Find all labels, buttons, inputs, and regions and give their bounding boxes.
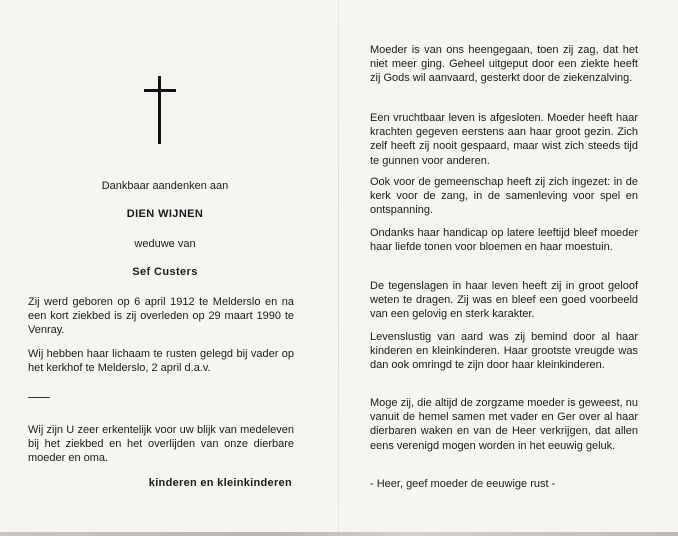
thanks-paragraph: Wij zijn U zeer erkentelijk voor uw blijk van medeleven bij het ziekbed en het overlijden van onze dierbare moeder en oma. — [28, 424, 294, 465]
deceased-name: DIEN WIJNEN — [126, 208, 204, 220]
card-fold — [338, 0, 339, 536]
cross-icon — [144, 76, 176, 144]
birth-death-paragraph: Zij werd geboren op 6 april 1912 te Melderslo en na een kort ziekbed is zij overleden op 29 maart 1990 te Venray. — [28, 296, 294, 337]
paragraph-3: Ook voor de gemeenschap heeft zij zich ingezet: in de kerk voor de zang, in de samenleving voor spel en ontspanning. — [370, 176, 638, 217]
burial-paragraph: Wij hebben haar lichaam te rusten gelegd bij vader op het kerkhof te Melderslo, 2 april d.a.v. — [28, 348, 294, 375]
remembrance-heading: Dankbaar aandenken aan — [101, 180, 229, 192]
paragraph-6: Levenslustig van aard was zij bemind door al haar kinderen en kleinkinderen. Haar grootste vreugde was dan ook omringd te zijn door haar kleinkinderen. — [370, 331, 638, 372]
signoff: kinderen en kleinkinderen — [148, 477, 292, 489]
paragraph-1: Moeder is van ons heengegaan, toen zij zag, dat het niet meer ging. Geheel uitgeput door een ziekte heeft zij Gods wil aanvaard, gesterkt door de ziekenzalving. — [370, 44, 638, 85]
paragraph-4: Ondanks haar handicap op latere leeftijd bleef moeder haar liefde tonen voor bloemen en haar moestuin. — [370, 227, 638, 254]
paragraph-7: Moge zij, die altijd de zorgzame moeder is geweest, nu vanuit de hemel samen met vader en Ger over al haar dierbaren waken en van de Heer verkrijgen, dat allen eens verenigd mogen worden in het eeuwig geluk. — [370, 397, 638, 452]
paragraph-2: Een vruchtbaar leven is afgesloten. Moeder heeft haar krachten gegeven eerstens aan haar groot gezin. Zich zelf heeft zij nooit gespaard, maar wist zich steeds tijd te gunnen voor anderen. — [370, 112, 638, 167]
closing-prayer: - Heer, geef moeder de eeuwige rust - — [370, 478, 556, 490]
paragraph-5: De tegenslagen in haar leven heeft zij in groot geloof weten te dragen. Zij was en bleef een goed voorbeeld van een gelovig en sterk karakter. — [370, 280, 638, 321]
spouse-name: Sef Custers — [132, 266, 198, 278]
separator-dash — [28, 397, 50, 398]
relation-label: weduwe van — [134, 238, 196, 250]
card-edge — [0, 532, 678, 536]
